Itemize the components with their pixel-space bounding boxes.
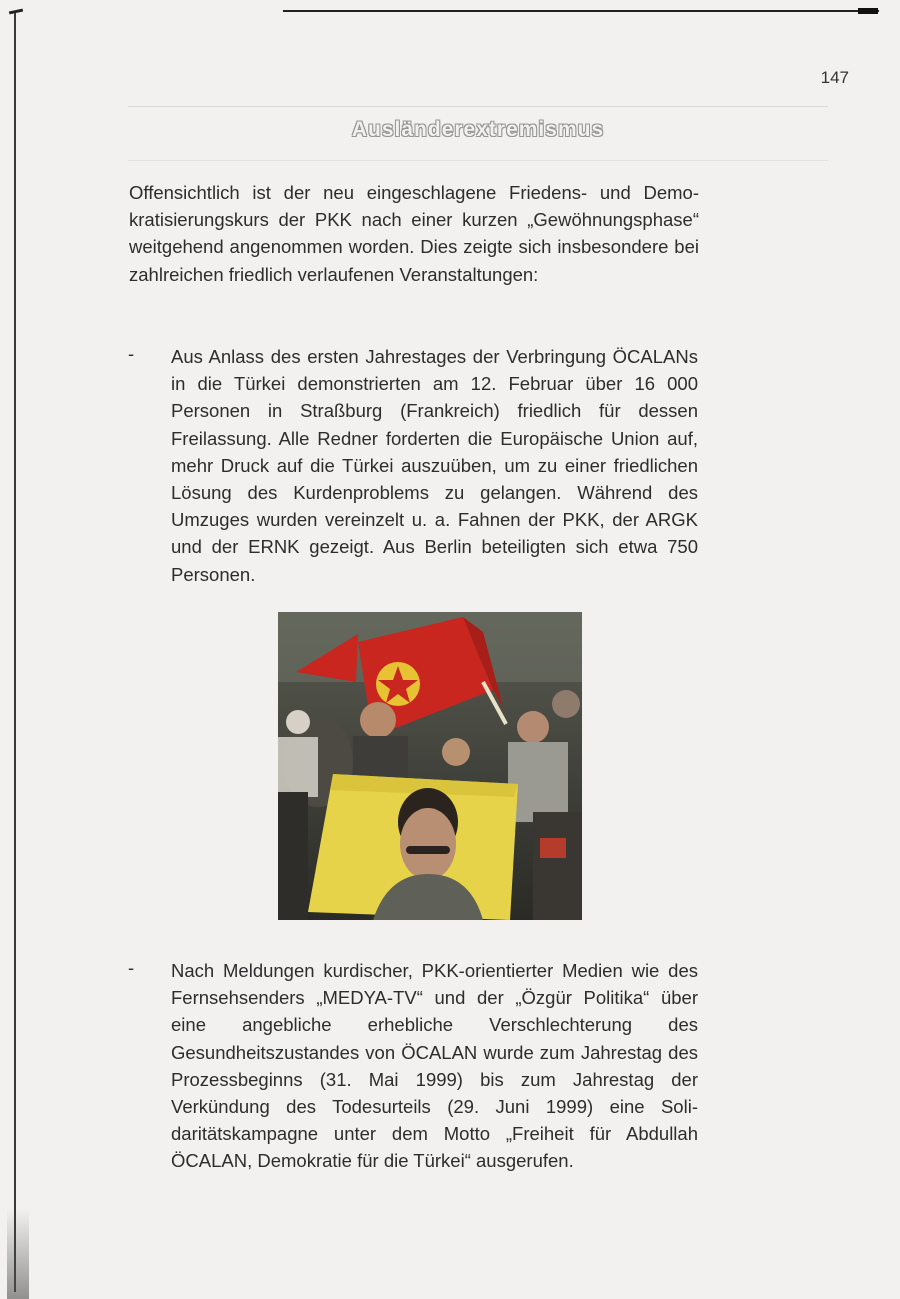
intro-paragraph: Offensichtlich ist der neu eingeschlagene Friedens- und Demokratisierungskurs der PKK nach einer kurzen „Gewöhnungsphase“ weitgehend angenommen worden. Dies zeigte sich insbesondere bei zahlreichen friedlich verlaufenen Veranstaltungen: xyxy=(129,182,699,285)
running-head: Ausländerextremismus xyxy=(351,118,605,141)
page-number: 147 xyxy=(820,68,849,87)
top-border-rule xyxy=(283,10,879,12)
page-spine-edge xyxy=(7,6,29,1299)
header-rule-lower xyxy=(128,160,828,161)
demonstration-photo-illustration xyxy=(278,612,582,920)
spine-line xyxy=(14,12,16,1292)
bullet-paragraph-strassburg: Aus Anlass des ersten Jahrestages der Verbringung ÖCALANs in die Türkei demonstrierten am 12. Februar über 16 000 Personen in Straßburg (Frankreich) friedlich für dessen Freilassung. Alle Redner forderten die Europäische Union auf, mehr Druck auf die Türkei auszuüben, um zu einer friedlichen Lösung des Kurdenproblems zu gelangen. Während des Umzuges wurden vereinzelt u. a. Fahnen der PKK, der ARGK und der ERNK gezeigt. Aus Berlin beteiligten sich etwa 750 Personen. xyxy=(171,346,698,585)
top-border-rule-end xyxy=(858,8,878,14)
header-rule xyxy=(128,106,828,107)
bullet-paragraph-solidarity: Nach Meldungen kurdischer, PKK-orientierter Medien wie des Fernsehsenders „MEDYA-TV“ und der „Özgür Politika“ über eine angebliche erhebliche Verschlechterung des Gesundheitszustandes von ÖCALAN wurde zum Jahrestag des Prozessbeginns (31. Mai 1999) bis zum Jahrestag der Verkündung des Todesurteils (29. Juni 1999) eine Solidaritätskampagne unter dem Motto „Freiheit für Abdullah ÖCALAN, Demokratie für die Türkei“ ausgerufen. xyxy=(171,960,698,1172)
spine-shadow xyxy=(7,1209,29,1299)
demonstration-photo xyxy=(278,612,582,920)
spine-hook xyxy=(9,9,23,15)
bullet-marker: - xyxy=(128,343,135,364)
bullet-marker: - xyxy=(128,957,135,978)
